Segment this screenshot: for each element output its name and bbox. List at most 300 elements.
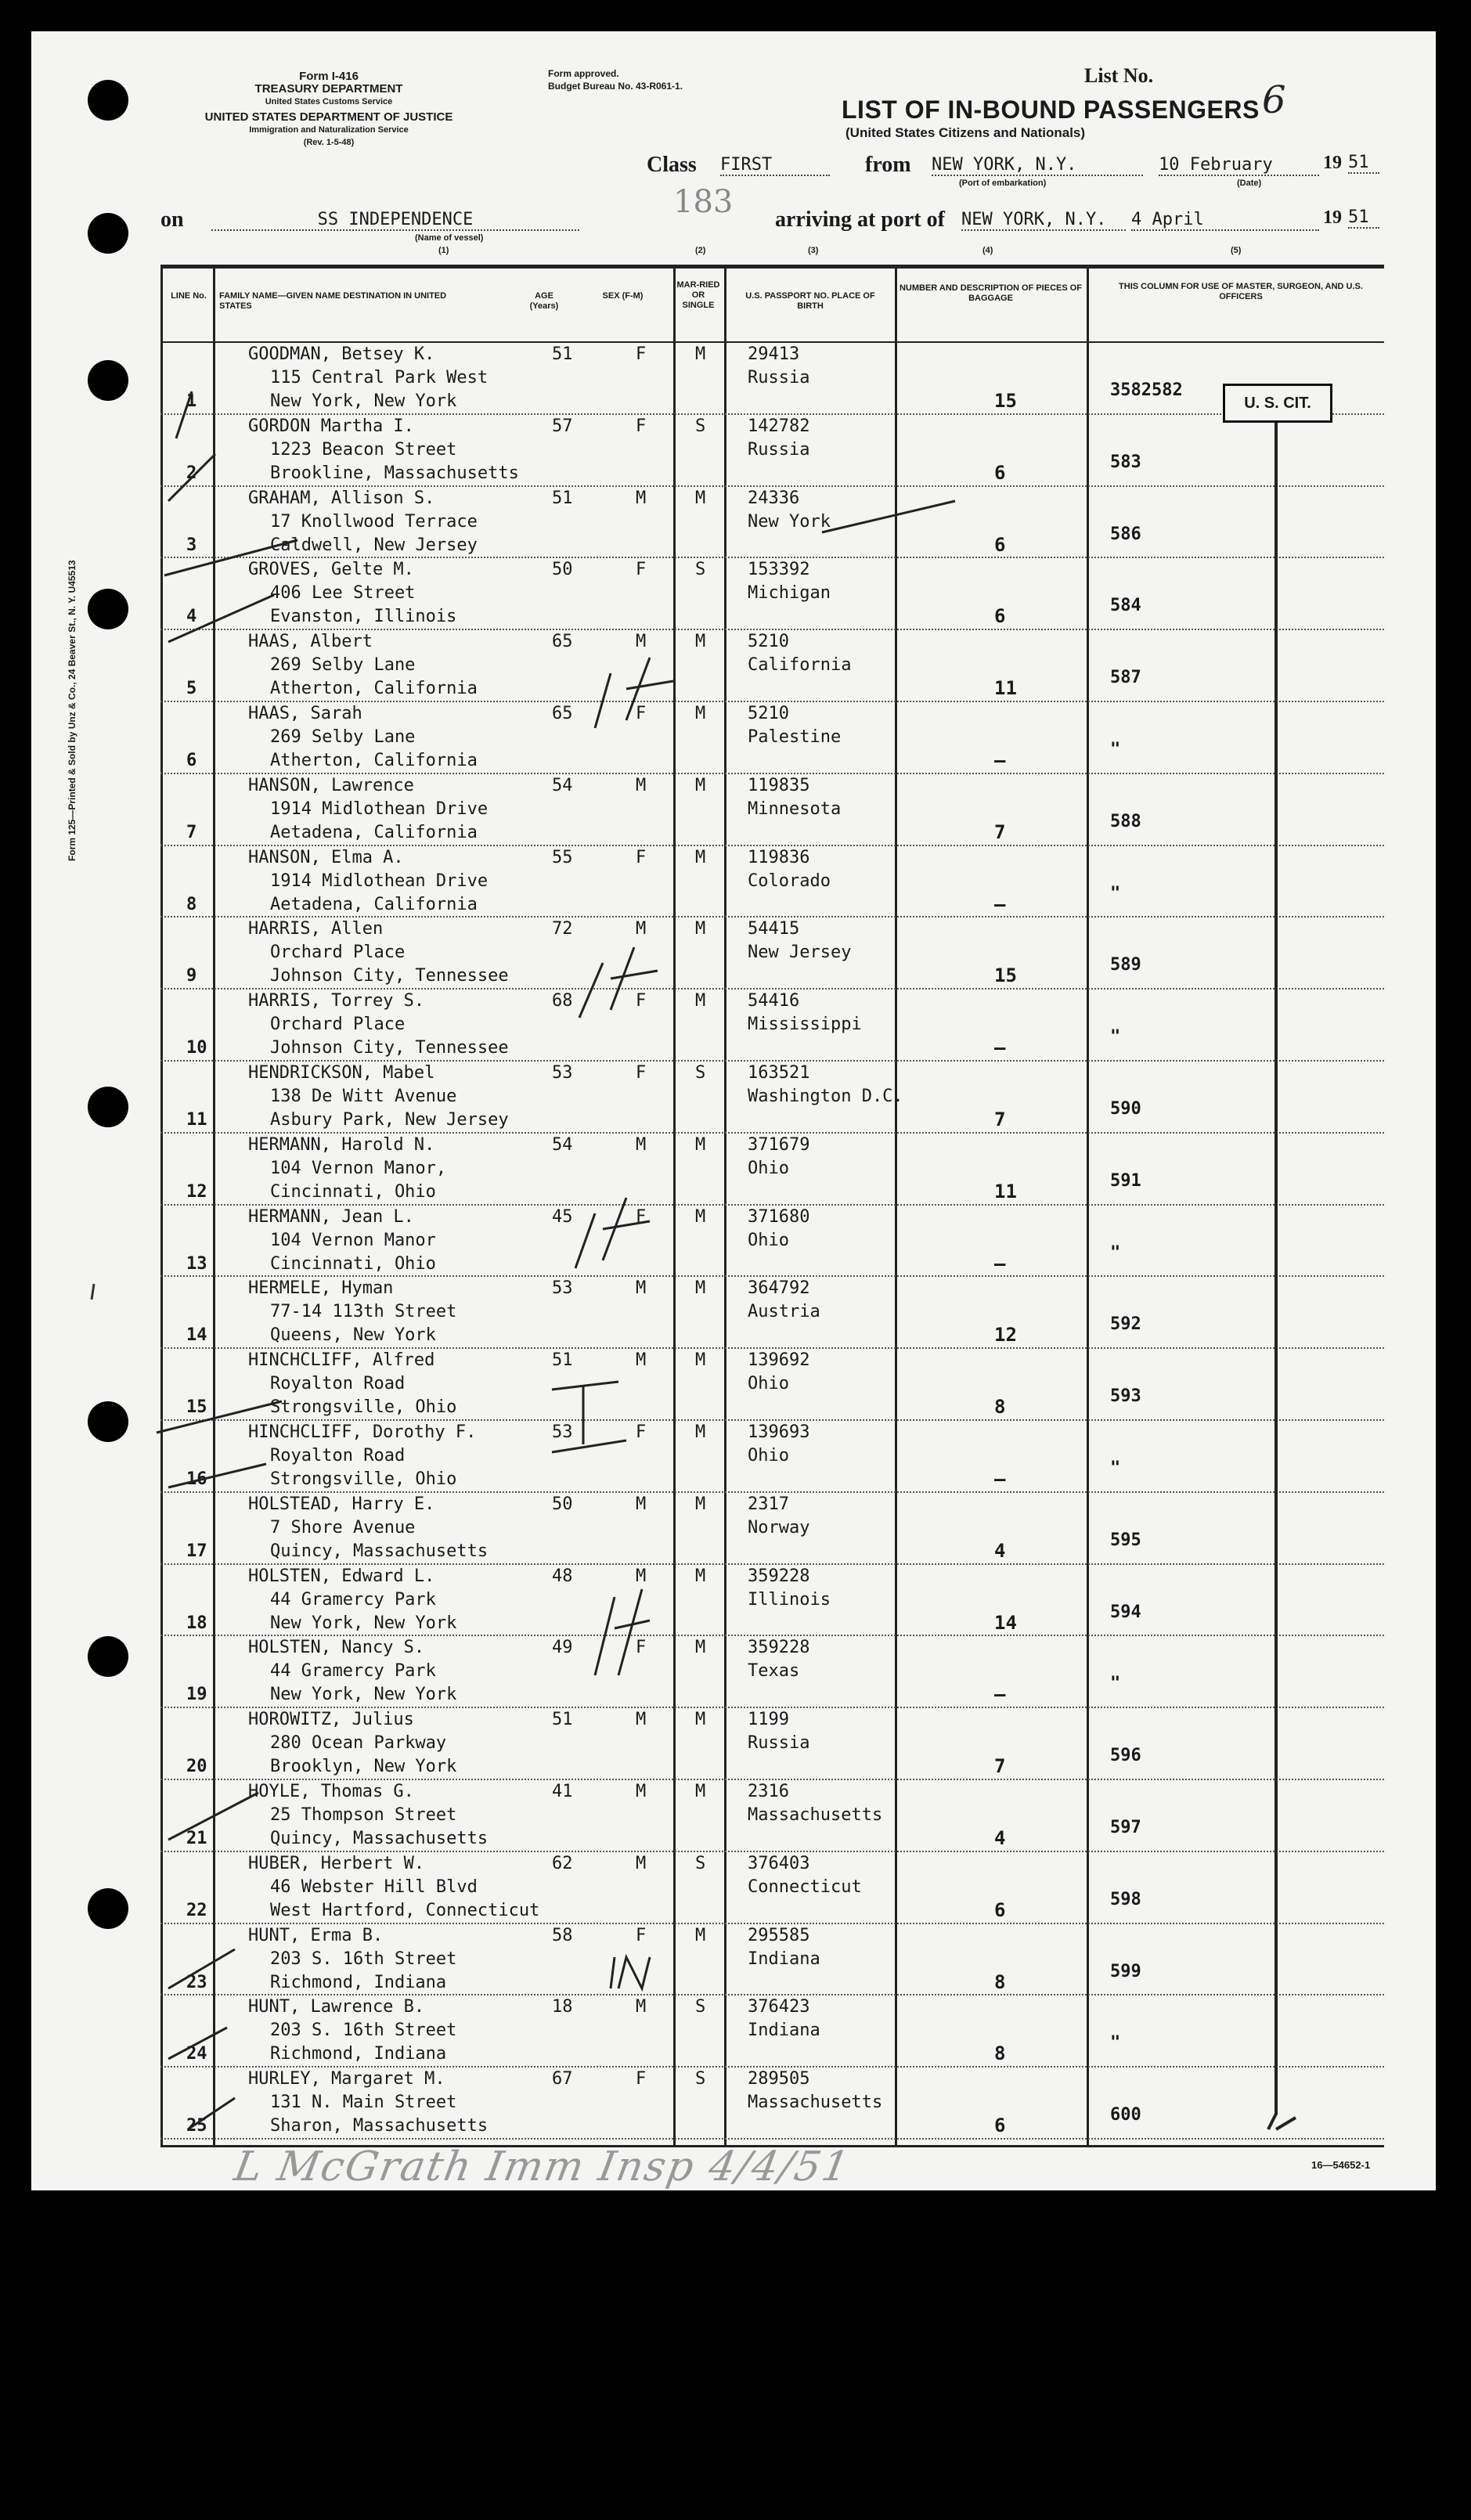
- officer-note: 588: [1110, 811, 1141, 831]
- passenger-marital: M: [695, 1134, 706, 1155]
- passenger-street: 46 Webster Hill Blvd: [270, 1876, 478, 1897]
- officer-note: ": [1110, 1242, 1121, 1263]
- passenger-street: 104 Vernon Manor: [270, 1230, 436, 1250]
- us-citizen-stamp: U. S. CIT.: [1223, 384, 1332, 423]
- passenger-street: 203 S. 16th Street: [270, 1949, 457, 1969]
- passenger-street: 17 Knollwood Terrace: [270, 511, 478, 532]
- passenger-age: 51: [552, 1710, 573, 1730]
- baggage-count: 8: [994, 2042, 1006, 2065]
- officer-note: 598: [1110, 1889, 1141, 1909]
- passenger-street: 115 Central Park West: [270, 368, 489, 388]
- passenger-marital: S: [695, 1997, 706, 2017]
- passenger-name: HUNT, Erma B.: [248, 1925, 384, 1945]
- baggage-count: 8: [994, 1396, 1006, 1419]
- passenger-city: Strongsville, Ohio: [270, 1469, 457, 1489]
- col-head-age: AGE (Years): [529, 291, 559, 311]
- line-number: 15: [186, 1397, 207, 1418]
- punch-hole: [88, 80, 128, 121]
- passenger-street: Orchard Place: [270, 943, 406, 963]
- arrival-year-prefix: 19: [1323, 207, 1342, 228]
- col-num-5: (5): [1231, 246, 1242, 255]
- passenger-street: 1914 Midlothean Drive: [270, 871, 489, 891]
- place-of-birth: New York: [748, 511, 831, 532]
- place-of-birth: Massachusetts: [748, 2093, 883, 2113]
- vessel-caption: (Name of vessel): [415, 233, 484, 243]
- passport-number: 1199: [748, 1710, 789, 1730]
- place-of-birth: Mississippi: [748, 1015, 862, 1035]
- line-number: 3: [186, 535, 197, 555]
- place-of-birth: Ohio: [748, 1374, 789, 1394]
- place-of-birth: Indiana: [748, 1949, 820, 1969]
- col-num-2: (2): [695, 246, 706, 255]
- passenger-sex: F: [636, 1925, 647, 1945]
- document-title: LIST OF IN-BOUND PASSENGERS: [842, 96, 1260, 124]
- baggage-count: —: [994, 1468, 1006, 1490]
- passenger-marital: M: [695, 1710, 706, 1730]
- passenger-city: Johnson City, Tennessee: [270, 1038, 509, 1058]
- col-head-married: MAR-RIED OR SINGLE: [676, 280, 720, 310]
- baggage-count: 7: [994, 1755, 1006, 1778]
- passenger-street: 131 N. Main Street: [270, 2093, 457, 2113]
- class-label: Class: [647, 153, 697, 177]
- place-of-birth: Ohio: [748, 1446, 789, 1465]
- place-of-birth: Minnesota: [748, 799, 842, 819]
- passenger-age: 55: [552, 847, 573, 867]
- passport-number: 359228: [748, 1566, 810, 1586]
- passenger-street: 1914 Midlothean Drive: [270, 799, 489, 819]
- col-head-line: LINE No.: [171, 291, 207, 301]
- list-no-label: List No.: [1084, 64, 1154, 87]
- line-number: 24: [186, 2044, 207, 2064]
- arrival-date: 4 April: [1131, 210, 1319, 231]
- passenger-name: HENDRICKSON, Mabel: [248, 1063, 435, 1083]
- line-number: 9: [186, 966, 197, 986]
- passenger-age: 58: [552, 1925, 573, 1945]
- col-head-sex: SEX (F-M): [602, 291, 644, 301]
- officer-note: 586: [1110, 524, 1141, 544]
- punch-hole: [88, 1401, 128, 1442]
- passenger-name: HOLSTEN, Nancy S.: [248, 1638, 425, 1658]
- place-of-birth: Russia: [748, 1733, 810, 1754]
- passenger-age: 67: [552, 2069, 573, 2089]
- officer-note: 590: [1110, 1099, 1141, 1119]
- embarkation-year: 51: [1348, 153, 1379, 174]
- passenger-marital: M: [695, 991, 706, 1011]
- place-of-birth: Russia: [748, 439, 810, 460]
- passport-number: 371679: [748, 1134, 810, 1155]
- passenger-sex: M: [636, 919, 647, 939]
- passenger-sex: M: [636, 1566, 647, 1586]
- date-caption: (Date): [1237, 178, 1262, 188]
- passenger-marital: M: [695, 1782, 706, 1801]
- passenger-name: HARRIS, Allen: [248, 919, 384, 939]
- officer-note: 594: [1110, 1602, 1141, 1622]
- passenger-name: HARRIS, Torrey S.: [248, 991, 425, 1011]
- officer-note: ": [1110, 883, 1121, 903]
- passenger-sex: F: [636, 1638, 647, 1658]
- officer-note: 593: [1110, 1386, 1141, 1407]
- passenger-marital: S: [695, 560, 706, 580]
- line-number: 23: [186, 1972, 207, 1992]
- passenger-name: HOLSTEAD, Harry E.: [248, 1494, 435, 1514]
- passenger-marital: S: [695, 2069, 706, 2089]
- baggage-count: 4: [994, 1539, 1006, 1562]
- baggage-count: —: [994, 749, 1006, 771]
- officer-note: ": [1110, 1458, 1121, 1478]
- passenger-age: 51: [552, 1350, 573, 1371]
- printer-imprint: Form 125—Printed & Sold by Unz & Co., 24 Beaver St., N. Y. U45513: [67, 560, 78, 861]
- line-number: 6: [186, 751, 197, 770]
- officer-note: ": [1110, 1027, 1121, 1047]
- passenger-city: Aetadena, California: [270, 894, 478, 914]
- line-number: 4: [186, 607, 197, 627]
- passenger-name: GRAHAM, Allison S.: [248, 488, 435, 508]
- form-approved: Form approved.: [548, 68, 619, 79]
- passenger-street: 44 Gramercy Park: [270, 1661, 436, 1682]
- passenger-marital: M: [695, 632, 706, 652]
- arrival-year: 51: [1348, 207, 1379, 229]
- passenger-age: 62: [552, 1853, 573, 1873]
- passenger-marital: M: [695, 1422, 706, 1442]
- passenger-sex: M: [636, 632, 647, 652]
- punch-hole: [88, 1888, 128, 1929]
- arriving-label: arriving at port of: [775, 207, 945, 232]
- passenger-sex: M: [636, 1710, 647, 1730]
- col-num-3: (3): [808, 246, 819, 255]
- officer-note: 596: [1110, 1746, 1141, 1766]
- passenger-name: HERMANN, Jean L.: [248, 1206, 414, 1227]
- passenger-age: 50: [552, 560, 573, 580]
- passenger-age: 51: [552, 488, 573, 508]
- col-head-name: FAMILY NAME—GIVEN NAME DESTINATION IN UNITED STATES: [219, 291, 447, 311]
- passenger-city: Quincy, Massachusetts: [270, 1541, 489, 1561]
- passenger-sex: M: [636, 1997, 647, 2017]
- place-of-birth: Connecticut: [748, 1876, 862, 1897]
- passport-number: 139692: [748, 1350, 810, 1371]
- passenger-name: HANSON, Elma A.: [248, 847, 404, 867]
- line-number: 1: [186, 391, 197, 411]
- place-of-birth: Russia: [748, 368, 810, 388]
- passenger-name: HOLSTEN, Edward L.: [248, 1566, 435, 1586]
- passenger-city: Strongsville, Ohio: [270, 1397, 457, 1418]
- passenger-marital: S: [695, 416, 706, 436]
- passenger-city: Quincy, Massachusetts: [270, 1829, 489, 1848]
- embarkation-date: 10 February: [1159, 155, 1319, 176]
- passenger-street: 7 Shore Avenue: [270, 1517, 416, 1538]
- passenger-city: Cincinnati, Ohio: [270, 1181, 436, 1202]
- passenger-sex: F: [636, 847, 647, 867]
- passport-number: 24336: [748, 488, 800, 508]
- line-number: 5: [186, 679, 197, 699]
- place-of-birth: Ohio: [748, 1158, 789, 1178]
- passenger-street: 77-14 113th Street: [270, 1302, 457, 1322]
- passenger-marital: M: [695, 1350, 706, 1371]
- baggage-count: 15: [994, 964, 1017, 987]
- baggage-count: 4: [994, 1827, 1006, 1849]
- passenger-age: 57: [552, 416, 573, 436]
- line-number: 2: [186, 463, 197, 483]
- passenger-name: GOODMAN, Betsey K.: [248, 344, 435, 364]
- baggage-count: 6: [994, 2114, 1006, 2137]
- place-of-birth: Austria: [748, 1302, 820, 1322]
- passenger-street: Royalton Road: [270, 1446, 406, 1465]
- passenger-street: 44 Gramercy Park: [270, 1589, 436, 1610]
- form-number: Form I-416: [299, 70, 359, 83]
- punch-hole: [88, 360, 128, 401]
- passenger-name: HANSON, Lawrence: [248, 775, 414, 795]
- passenger-sex: F: [636, 704, 647, 723]
- passport-number: 2316: [748, 1782, 789, 1801]
- passenger-city: New York, New York: [270, 391, 457, 411]
- passenger-sex: M: [636, 1278, 647, 1299]
- place-of-birth: Norway: [748, 1517, 810, 1538]
- officer-note: ": [1110, 1674, 1121, 1694]
- passenger-name: HAAS, Sarah: [248, 704, 362, 723]
- passport-number: 139693: [748, 1422, 810, 1442]
- passenger-city: Atherton, California: [270, 751, 478, 770]
- passenger-city: Brookline, Massachusetts: [270, 463, 519, 483]
- passenger-city: Richmond, Indiana: [270, 2044, 447, 2064]
- line-number: 25: [186, 2116, 207, 2136]
- passenger-marital: M: [695, 1206, 706, 1227]
- passport-number: 359228: [748, 1638, 810, 1658]
- passenger-marital: S: [695, 1063, 706, 1083]
- line-number: 12: [186, 1181, 207, 1202]
- passport-number: 5210: [748, 704, 789, 723]
- passenger-street: 104 Vernon Manor,: [270, 1158, 447, 1178]
- passport-number: 289505: [748, 2069, 810, 2089]
- revision: (Rev. 1-5-48): [303, 138, 355, 147]
- passport-number: 54416: [748, 991, 800, 1011]
- baggage-count: —: [994, 1683, 1006, 1706]
- line-number: 16: [186, 1469, 207, 1489]
- inspector-signature: L McGrath Imm Insp 4/4/51: [230, 2143, 854, 2190]
- passenger-name: GORDON Martha I.: [248, 416, 414, 436]
- officer-note: ": [1110, 2033, 1121, 2053]
- passenger-age: 54: [552, 775, 573, 795]
- line-number: 21: [186, 1829, 207, 1848]
- passport-number: 142782: [748, 416, 810, 436]
- col-num-1: (1): [438, 246, 449, 255]
- passport-number: 376403: [748, 1853, 810, 1873]
- passenger-age: 65: [552, 704, 573, 723]
- passenger-sex: M: [636, 1134, 647, 1155]
- place-of-birth: Massachusetts: [748, 1805, 883, 1825]
- passenger-city: Atherton, California: [270, 679, 478, 699]
- passenger-name: HUNT, Lawrence B.: [248, 1997, 425, 2017]
- customs-service: United States Customs Service: [265, 97, 393, 106]
- passenger-name: HINCHCLIFF, Dorothy F.: [248, 1422, 477, 1442]
- officer-note: 589: [1110, 955, 1141, 975]
- passenger-street: Orchard Place: [270, 1015, 406, 1035]
- passenger-street: 203 S. 16th Street: [270, 2021, 457, 2041]
- passenger-sex: F: [636, 1206, 647, 1227]
- col-head-officers: THIS COLUMN FOR USE OF MASTER, SURGEON, AND U.S. OFFICERS: [1119, 282, 1363, 301]
- embarkation-port: NEW YORK, N.Y.: [932, 155, 1143, 176]
- passenger-marital: M: [695, 1494, 706, 1514]
- place-of-birth: Texas: [748, 1661, 800, 1682]
- passenger-city: Asbury Park, New Jersey: [270, 1110, 509, 1130]
- passenger-age: 54: [552, 1134, 573, 1155]
- punch-hole: [88, 1636, 128, 1677]
- passenger-sex: M: [636, 1782, 647, 1801]
- passenger-sex: M: [636, 1350, 647, 1371]
- class-value: FIRST: [720, 155, 830, 176]
- passenger-city: Aetadena, California: [270, 822, 478, 842]
- passenger-name: HERMANN, Harold N.: [248, 1134, 435, 1155]
- line-number: 13: [186, 1253, 207, 1274]
- passenger-sex: M: [636, 488, 647, 508]
- passenger-street: Royalton Road: [270, 1374, 406, 1394]
- passenger-sex: F: [636, 560, 647, 580]
- place-of-birth: Palestine: [748, 727, 842, 747]
- table-top-rule: [160, 265, 1384, 269]
- passenger-city: New York, New York: [270, 1613, 457, 1633]
- officer-note: 584: [1110, 596, 1141, 616]
- passenger-sex: F: [636, 1422, 647, 1442]
- passenger-city: Richmond, Indiana: [270, 1972, 447, 1992]
- passenger-sex: F: [636, 991, 647, 1011]
- col-num-4: (4): [982, 246, 993, 255]
- passenger-sex: M: [636, 1853, 647, 1873]
- passenger-sex: F: [636, 2069, 647, 2089]
- passenger-name: HAAS, Albert: [248, 632, 373, 652]
- baggage-count: 11: [994, 677, 1017, 700]
- passenger-age: 45: [552, 1206, 573, 1227]
- baggage-count: 6: [994, 461, 1006, 484]
- place-of-birth: Ohio: [748, 1230, 789, 1250]
- passenger-city: Sharon, Massachusetts: [270, 2116, 489, 2136]
- place-of-birth: Indiana: [748, 2021, 820, 2041]
- passenger-city: Johnson City, Tennessee: [270, 966, 509, 986]
- officer-note: 599: [1110, 1961, 1141, 1981]
- line-number: 8: [186, 894, 197, 914]
- passenger-street: 1223 Beacon Street: [270, 439, 457, 460]
- punch-hole: [88, 589, 128, 629]
- line-number: 17: [186, 1541, 207, 1561]
- passenger-street: 138 De Witt Avenue: [270, 1087, 457, 1106]
- passenger-name: HOYLE, Thomas G.: [248, 1782, 414, 1801]
- passenger-street: 269 Selby Lane: [270, 655, 416, 676]
- passport-number: 163521: [748, 1063, 810, 1083]
- place-of-birth: Michigan: [748, 583, 831, 604]
- passenger-age: 72: [552, 919, 573, 939]
- passenger-name: HINCHCLIFF, Alfred: [248, 1350, 435, 1371]
- passenger-name: HOROWITZ, Julius: [248, 1710, 414, 1730]
- row-separator: [160, 2138, 1384, 2140]
- line-number: 7: [186, 822, 197, 842]
- passenger-city: Cincinnati, Ohio: [270, 1253, 436, 1274]
- arrival-port: NEW YORK, N.Y.: [961, 210, 1126, 231]
- passenger-city: Brooklyn, New York: [270, 1757, 457, 1777]
- passenger-sex: F: [636, 416, 647, 436]
- line-number: 14: [186, 1325, 207, 1346]
- line-number: 22: [186, 1900, 207, 1920]
- punch-hole: [88, 213, 128, 254]
- baggage-count: 6: [994, 605, 1006, 628]
- line-number: 18: [186, 1613, 207, 1633]
- passenger-marital: M: [695, 775, 706, 795]
- passenger-city: Evanston, Illinois: [270, 607, 457, 627]
- passenger-sex: M: [636, 1494, 647, 1514]
- baggage-count: 11: [994, 1180, 1017, 1202]
- form-footer-number: 16—54652-1: [1311, 2159, 1371, 2171]
- line-number: 10: [186, 1038, 207, 1058]
- passenger-sex: M: [636, 775, 647, 795]
- passenger-name: HURLEY, Margaret M.: [248, 2069, 445, 2089]
- place-of-birth: Colorado: [748, 871, 831, 891]
- place-of-birth: Washington D.C.: [748, 1087, 903, 1106]
- passport-number: 376423: [748, 1997, 810, 2017]
- place-of-birth: Illinois: [748, 1589, 831, 1610]
- line-number: 19: [186, 1685, 207, 1705]
- baggage-count: 14: [994, 1611, 1017, 1634]
- baggage-count: —: [994, 1036, 1006, 1059]
- justice-dept: UNITED STATES DEPARTMENT OF JUSTICE: [204, 110, 453, 124]
- baggage-count: 6: [994, 1898, 1006, 1921]
- passenger-age: 53: [552, 1278, 573, 1299]
- treasury-dept: TREASURY DEPARTMENT: [254, 82, 403, 96]
- baggage-count: 7: [994, 1109, 1006, 1130]
- manifest-page: [31, 31, 1436, 2190]
- col-head-passport: U.S. PASSPORT NO. PLACE OF BIRTH: [745, 291, 875, 311]
- passenger-age: 49: [552, 1638, 573, 1658]
- baggage-count: —: [994, 892, 1006, 915]
- passenger-city: West Hartford, Connecticut: [270, 1900, 540, 1920]
- passenger-age: 65: [552, 632, 573, 652]
- passenger-marital: M: [695, 1925, 706, 1945]
- passenger-age: 18: [552, 1997, 573, 2017]
- passenger-sex: F: [636, 344, 647, 364]
- passenger-city: New York, New York: [270, 1685, 457, 1705]
- passenger-marital: M: [695, 1278, 706, 1299]
- baggage-count: 8: [994, 1970, 1006, 1993]
- passenger-city: Caldwell, New Jersey: [270, 535, 478, 555]
- passport-number: 119835: [748, 775, 810, 795]
- passenger-name: HERMELE, Hyman: [248, 1278, 394, 1299]
- baggage-count: —: [994, 1252, 1006, 1274]
- passport-number: 295585: [748, 1925, 810, 1945]
- passenger-age: 51: [552, 344, 573, 364]
- officer-note: 592: [1110, 1314, 1141, 1335]
- approval-block: [548, 67, 799, 92]
- passport-number: 5210: [748, 632, 789, 652]
- officer-note: 583: [1110, 452, 1141, 472]
- passenger-marital: M: [695, 704, 706, 723]
- officer-note: 600: [1110, 2105, 1141, 2125]
- passenger-age: 48: [552, 1566, 573, 1586]
- passenger-age: 50: [552, 1494, 573, 1514]
- baggage-count: 12: [994, 1324, 1017, 1347]
- passenger-marital: M: [695, 1638, 706, 1658]
- passenger-name: HUBER, Herbert W.: [248, 1853, 425, 1873]
- vessel-name: SS INDEPENDENCE: [211, 210, 579, 231]
- ins-service: Immigration and Naturalization Service: [249, 125, 409, 135]
- officer-note: 591: [1110, 1170, 1141, 1191]
- line-number: 11: [186, 1110, 207, 1130]
- passport-number: 364792: [748, 1278, 810, 1299]
- line-number: 20: [186, 1757, 207, 1777]
- passenger-age: 41: [552, 1782, 573, 1801]
- baggage-count: 6: [994, 533, 1006, 556]
- passenger-marital: M: [695, 847, 706, 867]
- passport-number: 2317: [748, 1494, 789, 1514]
- place-of-birth: New Jersey: [748, 943, 852, 963]
- passenger-marital: M: [695, 1566, 706, 1586]
- passport-number: 119836: [748, 847, 810, 867]
- passenger-street: 25 Thompson Street: [270, 1805, 457, 1825]
- document-subtitle: (United States Citizens and Nationals): [845, 125, 1086, 140]
